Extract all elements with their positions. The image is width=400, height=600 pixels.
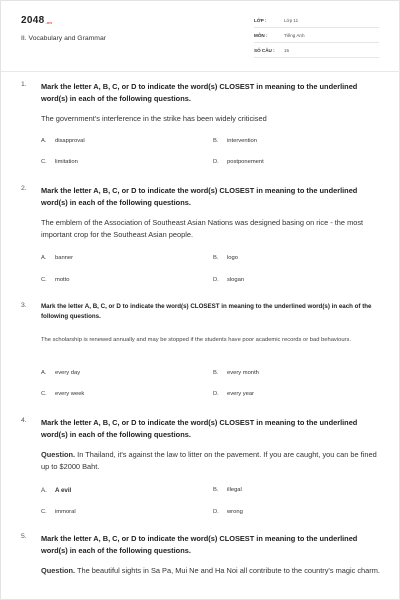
meta-value: 15: [284, 48, 290, 53]
question-instruction: Mark the letter A, B, C, or D to indicate the word(s) CLOSEST in meaning to the underlined word(s) in each of the following questions.: [41, 186, 358, 207]
question-sentence: The emblem of the Association of Southeast Asian Nations was designed basing on rice - the most important crop for the Southeast Asian people.: [41, 218, 364, 239]
question-instruction: Mark the letter A, B, C, or D to indicate the word(s) CLOSEST in meaning to the underlined word(s) in each of the following questions.: [41, 534, 358, 555]
header-divider: [1, 71, 400, 72]
option-b[interactable]: B. intervention: [213, 138, 257, 144]
question-instruction: Mark the letter A, B, C, or D to indicate the word(s) CLOSEST in meaning to the underlined word(s) in each of the following questions.: [41, 303, 372, 320]
site-logo[interactable]: $2048_{.vn}$: [21, 15, 53, 26]
question-sentence: Question. In Thailand, it's against the law to litter on the pavement. If you are caught, you can be fined up to $2000 Baht.: [41, 450, 377, 471]
option-d[interactable]: D. every year: [213, 391, 255, 397]
question-sentence: Question. The beautiful sights in Sa Pa, Mui Ne and Ha Noi all contribute to the country's magic charm.: [41, 566, 380, 575]
question-4: [21, 417, 386, 522]
meta-label: MÔN :: [254, 33, 268, 38]
question-number: 3.: [21, 302, 27, 309]
meta-value: Tiếng Anh: [284, 33, 305, 38]
question-number: 1.: [21, 81, 27, 88]
question-instruction: Mark the letter A, B, C, or D to indicate the word(s) CLOSEST in meaning to the underlined word(s) in each of the following questions.: [41, 418, 358, 439]
meta-subject: [254, 29, 379, 43]
question-sentence: The scholarship is renewed annually and may be stopped if the students have poor academic records or bad behaviours.: [41, 337, 351, 343]
option-c[interactable]: C. limitation: [41, 159, 78, 165]
section-title: II. Vocabulary and Grammar: [21, 35, 106, 42]
question-number: 4.: [21, 417, 27, 424]
option-d[interactable]: D. wrong: [213, 509, 243, 515]
question-3: [21, 302, 386, 407]
option-a[interactable]: A. banner: [41, 255, 74, 261]
option-c[interactable]: C. every week: [41, 391, 85, 397]
option-c[interactable]: C. motto: [41, 277, 70, 283]
question-number: 2.: [21, 185, 27, 192]
option-d[interactable]: D. slogan: [213, 277, 245, 283]
option-c[interactable]: C. immoral: [41, 509, 76, 515]
worksheet-header: [1, 1, 400, 71]
meta-label: SỐ CÂU :: [254, 48, 275, 53]
question-1: [21, 81, 386, 176]
option-b[interactable]: B. illegal: [213, 487, 242, 493]
meta-value: Lớp 11: [284, 18, 299, 23]
question-number: 5.: [21, 533, 27, 540]
option-d[interactable]: D. postponement: [213, 159, 264, 165]
option-b[interactable]: B. every month: [213, 370, 259, 376]
question-sentence: The government's interference in the strike has been widely criticised: [41, 114, 267, 123]
option-a[interactable]: A. every day: [41, 370, 81, 376]
question-instruction: Mark the letter A, B, C, or D to indicate the word(s) CLOSEST in meaning to the underlined word(s) in each of the following questions.: [41, 82, 358, 103]
meta-label: LỚP :: [254, 18, 267, 23]
meta-class: [254, 14, 379, 28]
option-a[interactable]: A. A evil: [41, 487, 72, 494]
question-5: [21, 533, 386, 595]
option-a[interactable]: A. disapproval: [41, 138, 85, 144]
meta-question-count: [254, 44, 379, 58]
option-b[interactable]: B. logo: [213, 255, 238, 261]
question-2: [21, 185, 386, 290]
